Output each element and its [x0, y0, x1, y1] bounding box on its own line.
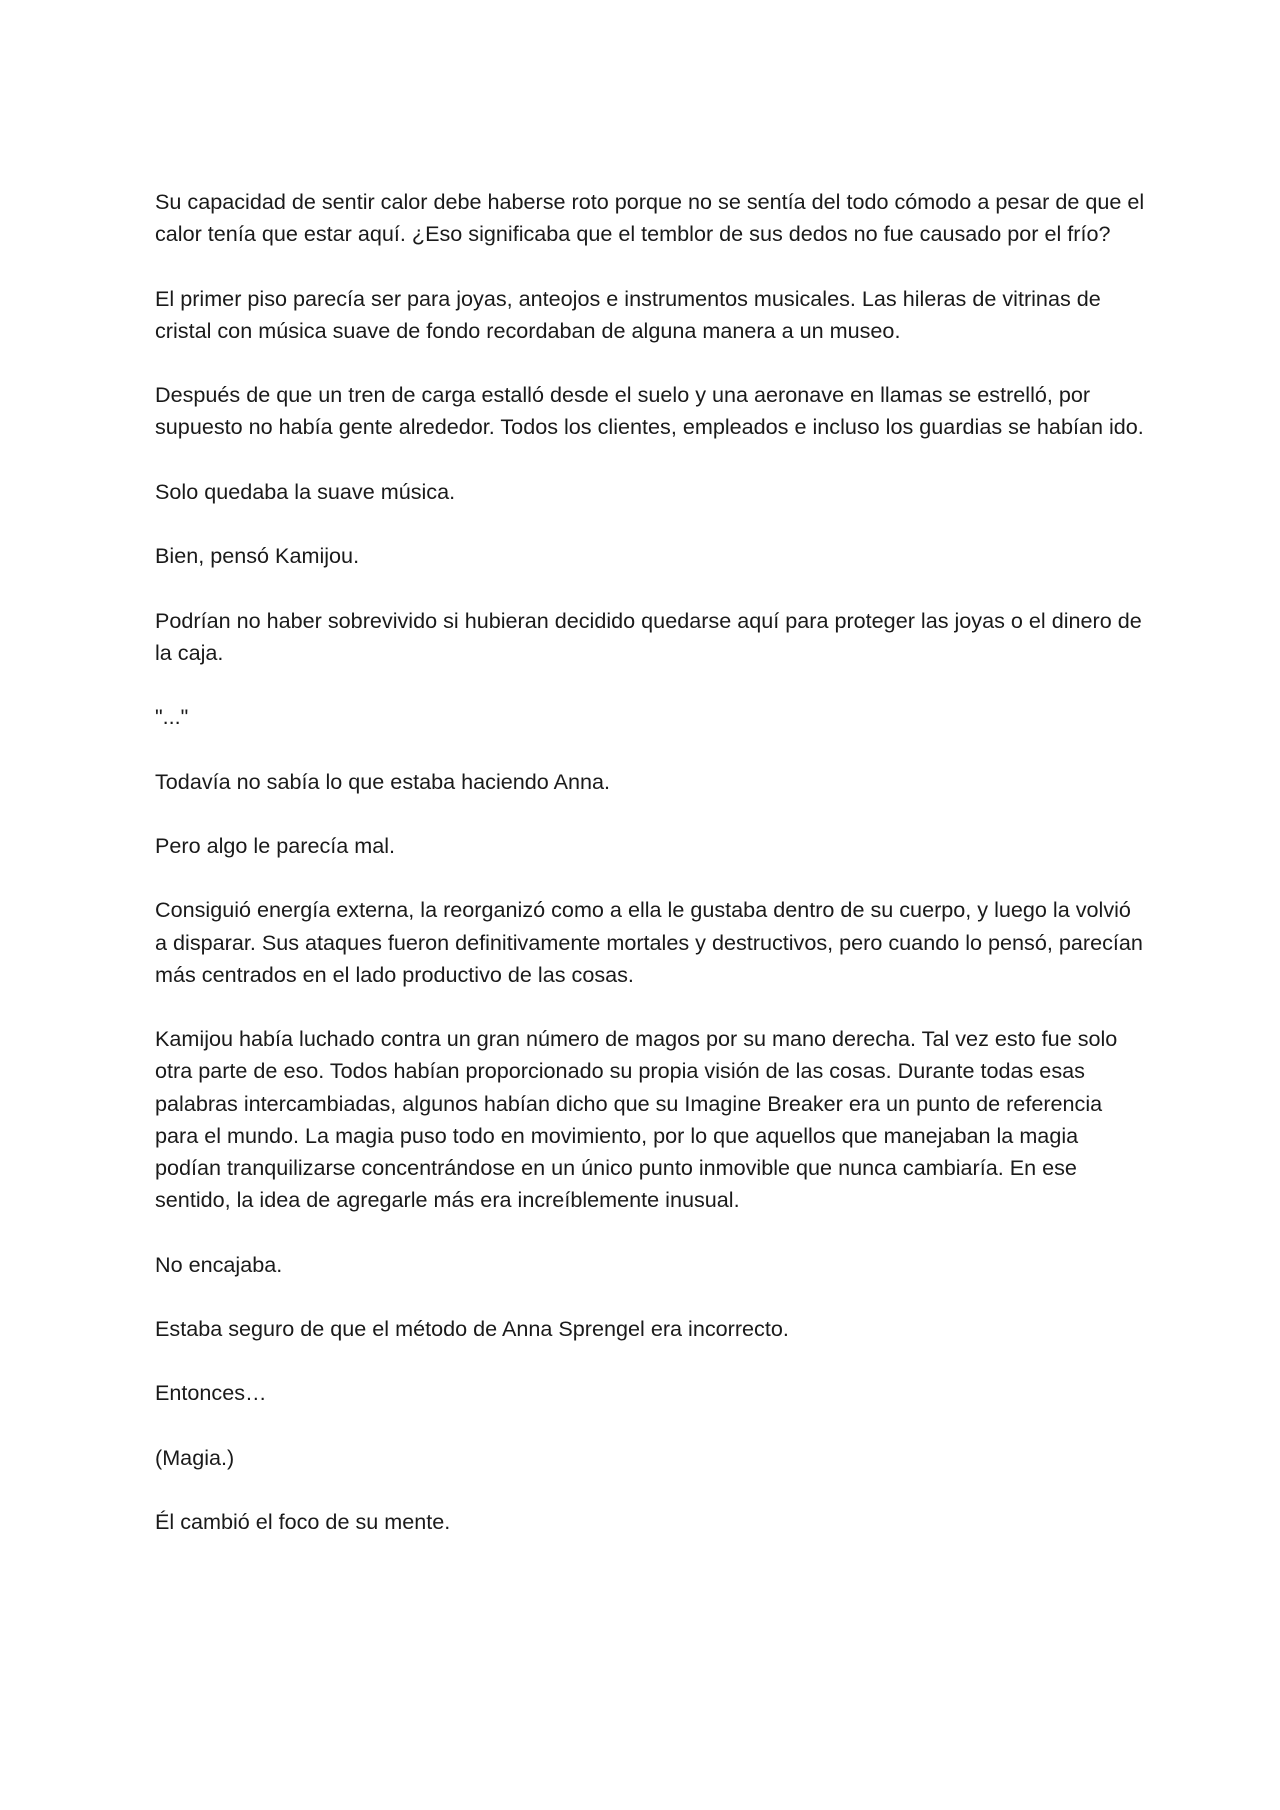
- paragraph: Solo quedaba la suave música.: [155, 478, 456, 504]
- paragraph: Todavía no sabía lo que estaba haciendo Anna.: [155, 768, 611, 794]
- paragraph: "...": [155, 704, 189, 730]
- paragraph: Estaba seguro de que el método de Anna Sprengel era incorrecto.: [155, 1315, 789, 1341]
- paragraph: Consiguió energía externa, la reorganizó como a ella le gustaba dentro de su cuerpo, y luego la volvió a disparar. Sus ataques fueron definitivamente mortales y destructivos, pero cuando lo pensó, parecían más centrados en el lado productivo de las cosas.: [155, 897, 1143, 987]
- paragraph: Su capacidad de sentir calor debe haberse roto porque no se sentía del todo cómodo a pesar de que el calor tenía que estar aquí. ¿Eso significaba que el temblor de sus dedos no fue causado por el frío?: [155, 189, 1145, 247]
- paragraph: Kamijou había luchado contra un gran número de magos por su mano derecha. Tal vez esto fue solo otra parte de eso. Todos habían proporcionado su propia visión de las cosas. Durante todas esas palabras intercambiadas, algunos habían dicho que su Imagine Breaker era un punto de referencia para el mundo. La magia puso todo en movimiento, por lo que aquellos que manejaban la magia podían tranquilizarse concentrándose en un único punto inmovible que nunca cambiaría. En ese sentido, la idea de agregarle más era increíblemente inusual.: [155, 1026, 1118, 1213]
- paragraph: No encajaba.: [155, 1251, 283, 1277]
- paragraph: El primer piso parecía ser para joyas, anteojos e instrumentos musicales. Las hileras de vitrinas de cristal con música suave de fondo recordaban de alguna manera a un museo.: [155, 285, 1101, 343]
- document-page: [155, 186, 1145, 1570]
- paragraph: Él cambió el foco de su mente.: [155, 1509, 451, 1535]
- paragraph: Pero algo le parecía mal.: [155, 832, 396, 858]
- paragraph: Podrían no haber sobrevivido si hubieran decidido quedarse aquí para proteger las joyas o el dinero de la caja.: [155, 607, 1142, 665]
- paragraph: (Magia.): [155, 1444, 235, 1470]
- paragraph: Después de que un tren de carga estalló desde el suelo y una aeronave en llamas se estrelló, por supuesto no había gente alrededor. Todos los clientes, empleados e incluso los guardias se habían ido.: [155, 382, 1144, 440]
- paragraph: Entonces…: [155, 1380, 267, 1406]
- paragraph: Bien, pensó Kamijou.: [155, 543, 360, 569]
